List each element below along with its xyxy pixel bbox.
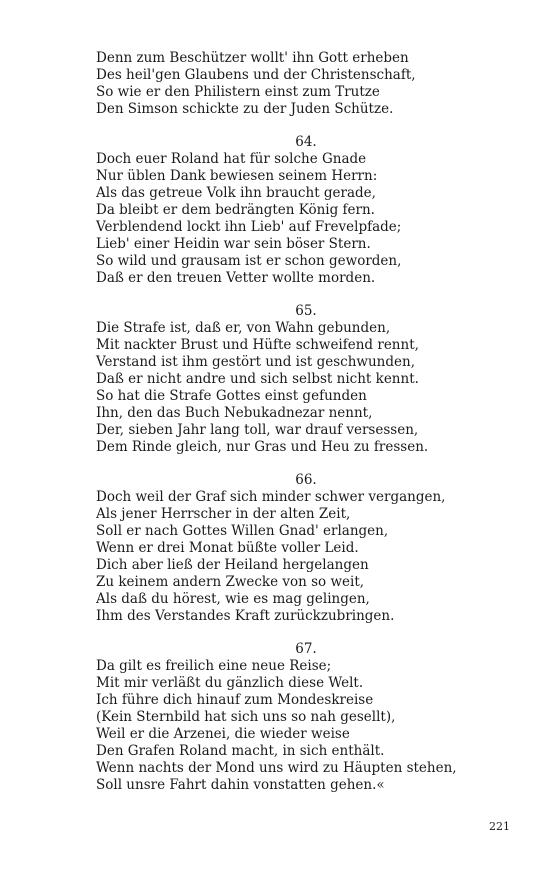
verse-line: Ihn, den das Buch Nebukadnezar nennt, [96,405,373,421]
verse-line: Verblendend lockt ihn Lieb' auf Frevelpfade; [96,219,402,235]
verse-line: Ihm des Verstandes Kraft zurückzubringen. [96,608,395,624]
verse-line: Den Simson schickte zu der Juden Schütze. [96,101,394,117]
verse-line: Mit mir verläßt du gänzlich diese Welt. [96,675,364,691]
verse-line: Doch weil der Graf sich minder schwer vergangen, [96,489,446,505]
verse-line: Die Strafe ist, daß er, von Wahn gebunden, [96,320,391,336]
verse-line: Den Grafen Roland macht, in sich enthält. [96,743,385,759]
verse-line: (Kein Sternbild hat sich uns so nah gesellt), [96,709,396,725]
stanza-number: 67. [295,641,317,657]
verse-line: Als das getreue Volk ihn braucht gerade, [96,185,376,201]
verse-line: So hat die Strafe Gottes einst gefunden [96,388,367,404]
verse-line: So wie er den Philistern einst zum Trutze [96,84,380,100]
verse-line: Dich aber ließ der Heiland hergelangen [96,557,369,573]
verse-line: Wenn nachts der Mond uns wird zu Häupten stehen, [96,760,457,776]
verse-line: Soll unsre Fahrt dahin vonstatten gehen.« [96,777,385,793]
stanza-67 [96,641,516,794]
verse-line: Wenn er drei Monat büßte voller Leid. [96,540,359,556]
verse-line: Nur üblen Dank bewiesen seinem Herrn: [96,168,378,184]
page-number: 221 [489,820,510,833]
verse-line: Doch euer Roland hat für solche Gnade [96,151,367,167]
verse-line: Soll er nach Gottes Willen Gnad' erlangen, [96,523,389,539]
verse-line: Dem Rinde gleich, nur Gras und Heu zu fressen. [96,439,429,455]
verse-line: Da bleibt er dem bedrängten König fern. [96,202,375,218]
page-body [96,50,516,810]
verse-line: Verstand ist ihm gestört und ist geschwunden, [96,354,415,370]
verse-line: Der, sieben Jahr lang toll, war drauf versessen, [96,422,419,438]
verse-line: Daß er nicht andre und sich selbst nicht kennt. [96,371,419,387]
stanza-number: 66. [295,472,317,488]
verse-line: Ich führe dich hinauf zum Mondeskreise [96,692,374,708]
stanza-64 [96,134,516,287]
stanza-number: 64. [295,134,317,150]
verse-line: Da gilt es freilich eine neue Reise; [96,658,332,674]
stanza-65 [96,303,516,456]
verse-line: Als jener Herrscher in der alten Zeit, [96,506,351,522]
verse-line: Als daß du hörest, wie es mag gelingen, [96,591,370,607]
verse-line: So wild und grausam ist er schon geworden, [96,253,402,269]
verse-line: Lieb' einer Heidin war sein böser Stern. [96,236,371,252]
verse-line: Denn zum Beschützer wollt' ihn Gott erheben [96,50,409,66]
verse-line: Mit nackter Brust und Hüfte schweifend rennt, [96,337,419,353]
verse-line: Zu keinem andern Zwecke von so weit, [96,574,365,590]
stanza-number: 65. [295,303,317,319]
stanza-63-continuation [96,50,516,118]
verse-line: Daß er den treuen Vetter wollte morden. [96,270,376,286]
stanza-66 [96,472,516,625]
verse-line: Des heil'gen Glaubens und der Christenschaft, [96,67,416,83]
verse-line: Weil er die Arzenei, die wieder weise [96,726,350,742]
